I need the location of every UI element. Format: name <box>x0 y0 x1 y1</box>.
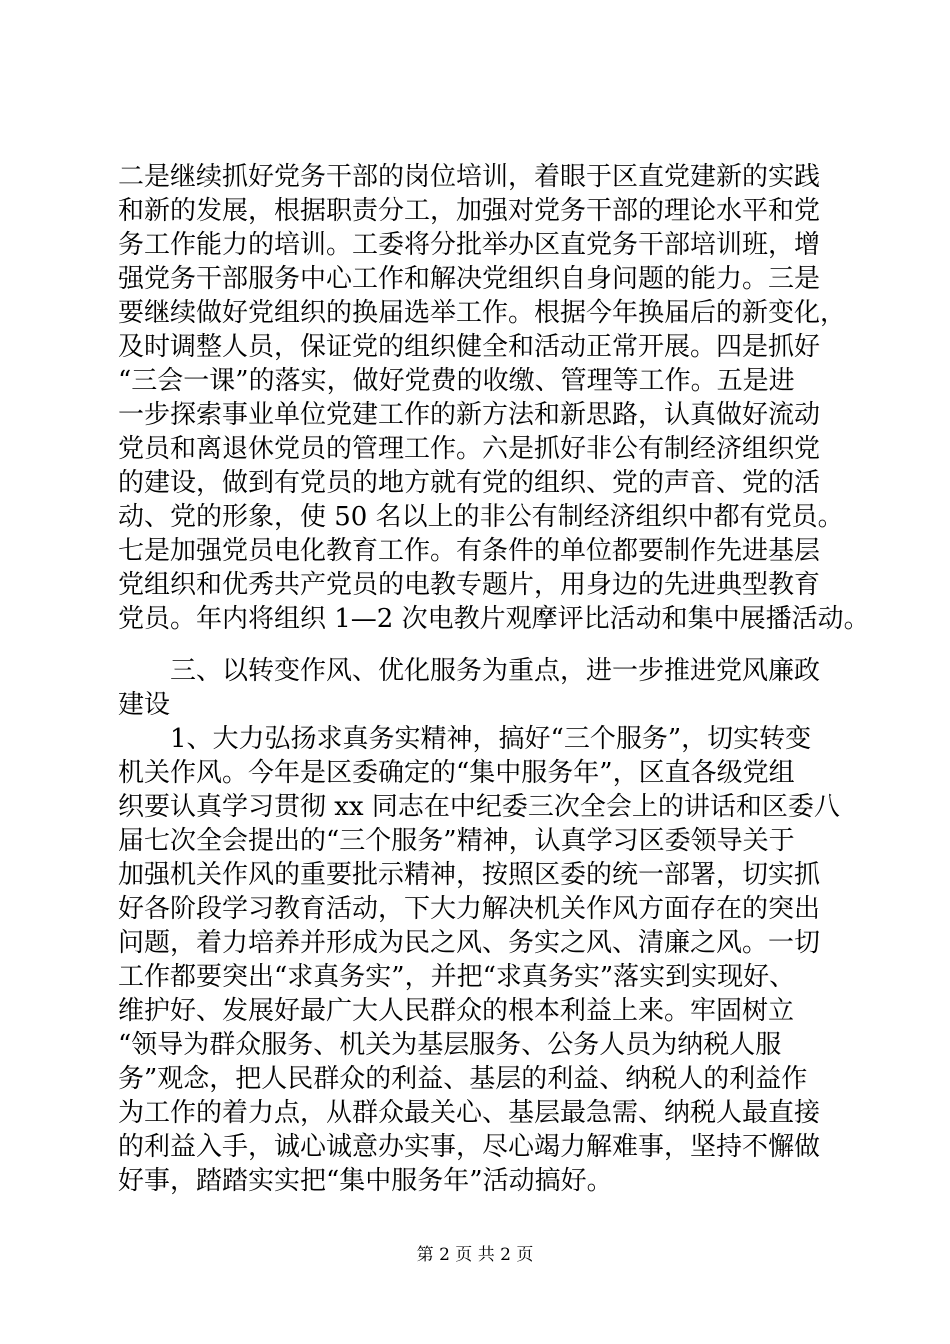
paragraph-1-line: 和新的发展，根据职责分工，加强对党务干部的理论水平和党 <box>118 196 821 226</box>
paragraph-2-line: 维护好、发展好最广大人民群众的根本利益上来。牢固树立 <box>118 996 795 1026</box>
paragraph-2-line: 务”观念，把人民群众的利益、基层的利益、纳税人的利益作 <box>118 1064 808 1094</box>
paragraph-1-line: 要继续做好党组织的换届选举工作。根据今年换届后的新变化， <box>118 298 847 328</box>
page-footer: 第 2 页 共 2 页 <box>416 1245 534 1265</box>
paragraph-1-line: 七是加强党员电化教育工作。有条件的单位都要制作先进基层 <box>118 536 821 566</box>
paragraph-1-line: 党组织和优秀共产党员的电教专题片，用身边的先进典型教育 <box>118 570 821 600</box>
paragraph-1-line: 党员。年内将组织 1—2 次电教片观摩评比活动和集中展播活动。 <box>118 604 870 634</box>
paragraph-1-line: 强党务干部服务中心工作和解决党组织自身问题的能力。三是 <box>118 264 821 294</box>
paragraph-1-line: 的建设，做到有党员的地方就有党的组织、党的声音、党的活 <box>118 468 821 498</box>
section-heading-line: 建设 <box>118 690 171 720</box>
paragraph-2-line: 工作都要突出“求真务实”，并把“求真务实”落实到实现好、 <box>118 962 796 992</box>
paragraph-1-line: 动、党的形象，使 50 名以上的非公有制经济组织中都有党员。 <box>118 502 844 532</box>
paragraph-1-line: 一步探索事业单位党建工作的新方法和新思路，认真做好流动 <box>118 400 821 430</box>
paragraph-2-line: 加强机关作风的重要批示精神，按照区委的统一部署，切实抓 <box>118 860 821 890</box>
paragraph-2-line: 好各阶段学习教育活动，下大力解决机关作风方面存在的突出 <box>118 894 821 924</box>
section-heading-line: 三、以转变作风、优化服务为重点，进一步推进党风廉政 <box>170 656 821 686</box>
paragraph-2-line: “领导为群众服务、机关为基层服务、公务人员为纳税人服 <box>118 1030 782 1060</box>
paragraph-1-line: 二是继续抓好党务干部的岗位培训，着眼于区直党建新的实践 <box>118 162 821 192</box>
paragraph-1-line: “三会一课”的落实，做好党费的收缴、管理等工作。五是进 <box>118 366 795 396</box>
paragraph-2-line: 好事，踏踏实实把“集中服务年”活动搞好。 <box>118 1166 613 1196</box>
paragraph-1-line: 务工作能力的培训。工委将分批举办区直党务干部培训班，增 <box>118 230 821 260</box>
paragraph-1-line: 及时调整人员，保证党的组织健全和活动正常开展。四是抓好 <box>118 332 821 362</box>
paragraph-2-line: 的利益入手，诚心诚意办实事，尽心竭力解难事，坚持不懈做 <box>118 1132 821 1162</box>
paragraph-2-line: 织要认真学习贯彻 xx 同志在中纪委三次全会上的讲话和区委八 <box>118 792 840 822</box>
paragraph-2-line: 为工作的着力点，从群众最关心、基层最急需、纳税人最直接 <box>118 1098 821 1128</box>
paragraph-2-line: 1、大力弘扬求真务实精神，搞好“三个服务”，切实转变 <box>170 724 812 754</box>
paragraph-2-line: 机关作风。今年是区委确定的“集中服务年”，区直各级党组 <box>118 758 795 788</box>
paragraph-2-line: 届七次全会提出的“三个服务”精神，认真学习区委领导关于 <box>118 826 795 856</box>
paragraph-2-line: 问题，着力培养并形成为民之风、务实之风、清廉之风。一切 <box>118 928 821 958</box>
paragraph-1-line: 党员和离退休党员的管理工作。六是抓好非公有制经济组织党 <box>118 434 821 464</box>
